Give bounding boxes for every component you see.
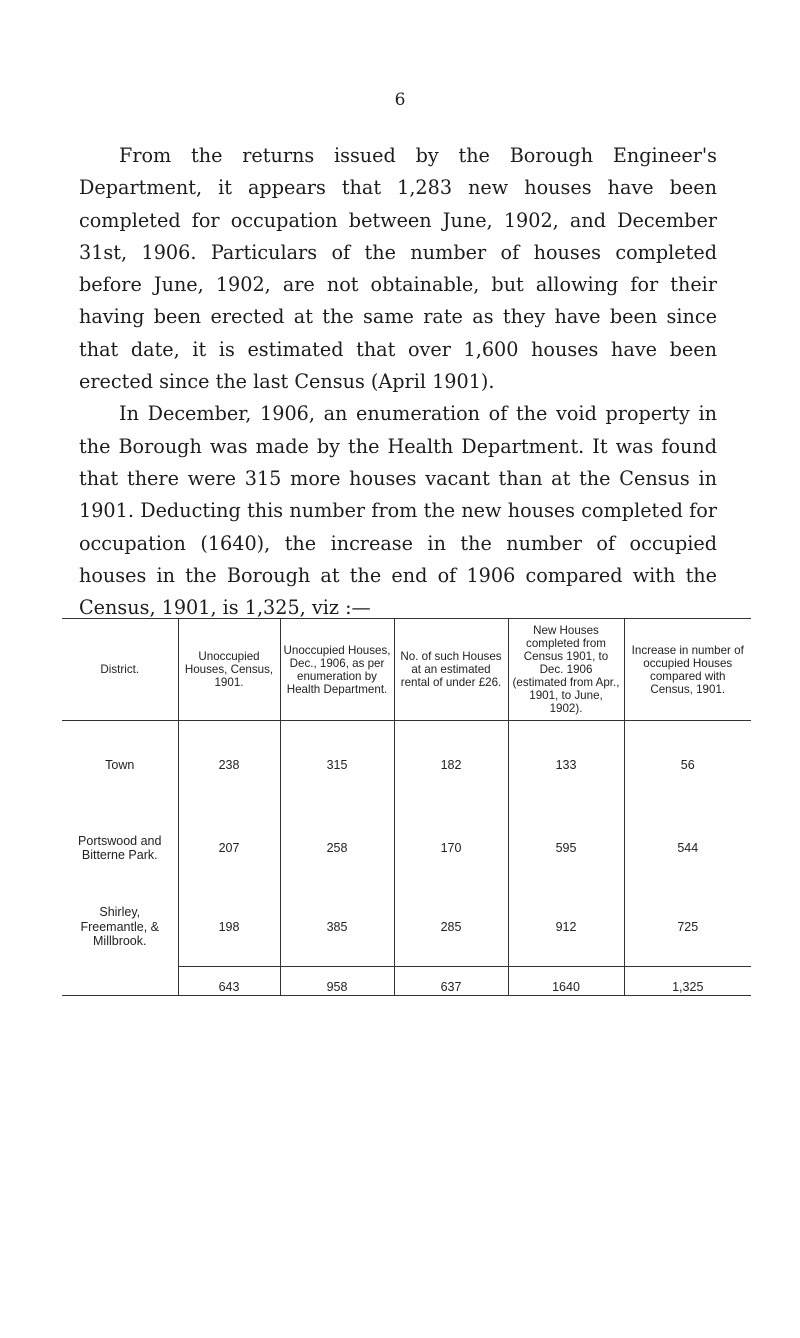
- table-cell: 595: [508, 809, 624, 888]
- page-number: 6: [394, 90, 406, 110]
- totals-row: [62, 967, 751, 996]
- table-cell: 198: [178, 888, 280, 967]
- district-name: Portswood and Bitterne Park.: [78, 833, 162, 862]
- total-cell: 1,325: [624, 967, 751, 996]
- table-cell: 258: [280, 809, 394, 888]
- table-cell: 725: [624, 888, 751, 967]
- table-header-row: [62, 619, 751, 721]
- header-rental-under-26: No. of such Houses at an estimated rental of under £26.: [394, 619, 508, 721]
- district-name: Town: [105, 757, 135, 772]
- header-unoccupied-1906: Unoccupied Houses, Dec., 1906, as per enumeration by Health Department.: [280, 619, 394, 721]
- table-cell: 544: [624, 809, 751, 888]
- totals-blank-cell: [62, 967, 178, 996]
- total-cell: 643: [178, 967, 280, 996]
- table-cell: 133: [508, 721, 624, 809]
- paragraph-1: From the returns issued by the Borough Engineer's Department, it appears that 1,283 new houses have been completed for occupation between June, 1902, and December 31st, 1906. Particulars of the number of houses completed before June, 1902, are not obtainable, but allowing for their having been erected at the same rate as they have been since that date, it is estimated that over 1,600 houses have been erected since the last Census (April 1901).: [79, 144, 717, 394]
- table-cell: 238: [178, 721, 280, 809]
- table-cell: 912: [508, 888, 624, 967]
- table-row: [62, 809, 751, 888]
- header-unoccupied-1901: Unoccupied Houses, Census, 1901.: [178, 619, 280, 721]
- header-new-houses: New Houses completed from Census 1901, to Dec. 1906 (estimated from Apr., 1901, to June, 1902).: [508, 619, 624, 721]
- table-cell: 385: [280, 888, 394, 967]
- header-increase: Increase in number of occupied Houses compared with Census, 1901.: [624, 619, 751, 721]
- total-cell: 958: [280, 967, 394, 996]
- header-district: District.: [100, 663, 140, 676]
- district-name: Shirley, Freemantle, & Millbrook.: [80, 905, 159, 949]
- paragraph-2: In December, 1906, an enumeration of the void property in the Borough was made by the Health Department. It was found that there were 315 more houses vacant than at the Census in 1901. Deducting this number from the new houses completed for occupation (1640), the increase in the number of occupied houses in the Borough at the end of 1906 compared with the Census, 1901, is 1,325, viz :—: [79, 402, 717, 620]
- total-cell: 637: [394, 967, 508, 996]
- table-cell: 182: [394, 721, 508, 809]
- table-cell: 285: [394, 888, 508, 967]
- table-row: [62, 721, 751, 809]
- table-cell: 315: [280, 721, 394, 809]
- body-text: [79, 140, 717, 624]
- total-cell: 1640: [508, 967, 624, 996]
- table-row: [62, 888, 751, 967]
- table-cell: 170: [394, 809, 508, 888]
- census-table: [62, 618, 751, 996]
- table-cell: 207: [178, 809, 280, 888]
- table-cell: 56: [624, 721, 751, 809]
